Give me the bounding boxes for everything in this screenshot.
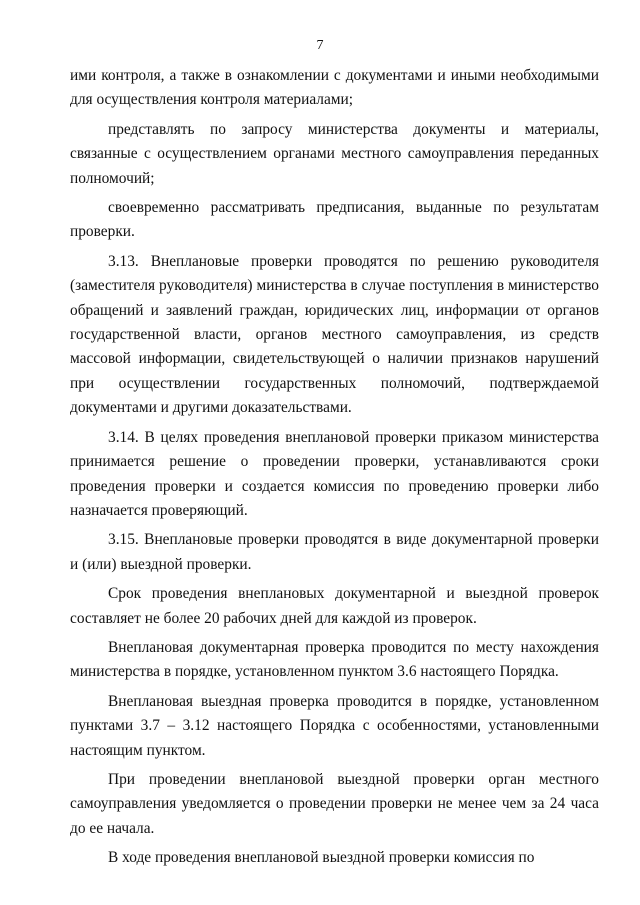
- paragraph-3-14: 3.14. В целях проведения внеплановой проверки приказом министерства принимается решение о проведении проверки, устанавливаются сроки проведения проверки и создается комиссия по проведению проверки либо назначается проверяющий.: [70, 428, 599, 519]
- paragraph-3-15: 3.15. Внеплановые проверки проводятся в виде документарной проверки и (или) выездной проверки.: [70, 531, 599, 573]
- paragraph-inspection-term: Срок проведения внеплановых документарной и выездной проверок составляет не более 20 рабочих дней для каждой из проверок.: [70, 585, 599, 627]
- paragraph-review-orders: своевременно рассматривать предписания, выданные по результатам проверки.: [70, 199, 599, 241]
- paragraph-3-13: 3.13. Внеплановые проверки проводятся по решению руководителя (заместителя руководителя) министерства в случае поступления в министерство обращений и заявлений граждан, юридических лиц, информации от органов государственной власти, органов местного самоуправления, из средств массовой информации, свидетельствующей о наличии признаков нарушений при осуществлении государственных полномочий, подтверждаемой документами и другими доказательствами.: [70, 252, 599, 417]
- paragraph-notification: При проведении внеплановой выездной проверки орган местного самоуправления уведомляется о проведении проверки не менее чем за 24 часа до ее начала.: [70, 770, 599, 837]
- page-number: 7: [316, 38, 324, 53]
- paragraph-submit-documents: представлять по запросу министерства документы и материалы, связанные с осуществлением органами местного самоуправления переданных полномочий;: [70, 120, 599, 187]
- paragraph-commission: В ходе проведения внеплановой выездной проверки комиссия по: [108, 849, 535, 867]
- document-body: [70, 64, 599, 876]
- paragraph-onsite-inspection: Внеплановая выездная проверка проводится в порядке, установленном пунктами 3.7 – 3.12 настоящего Порядка с особенностями, установленными настоящим пунктом.: [70, 692, 599, 759]
- paragraph-continuation: ими контроля, а также в ознакомлении с документами и иными необходимыми для осуществления контроля материалами;: [70, 67, 599, 109]
- paragraph-documentary-inspection: Внеплановая документарная проверка проводится по месту нахождения министерства в порядке, установленном пунктом 3.6 настоящего Порядка.: [70, 638, 599, 681]
